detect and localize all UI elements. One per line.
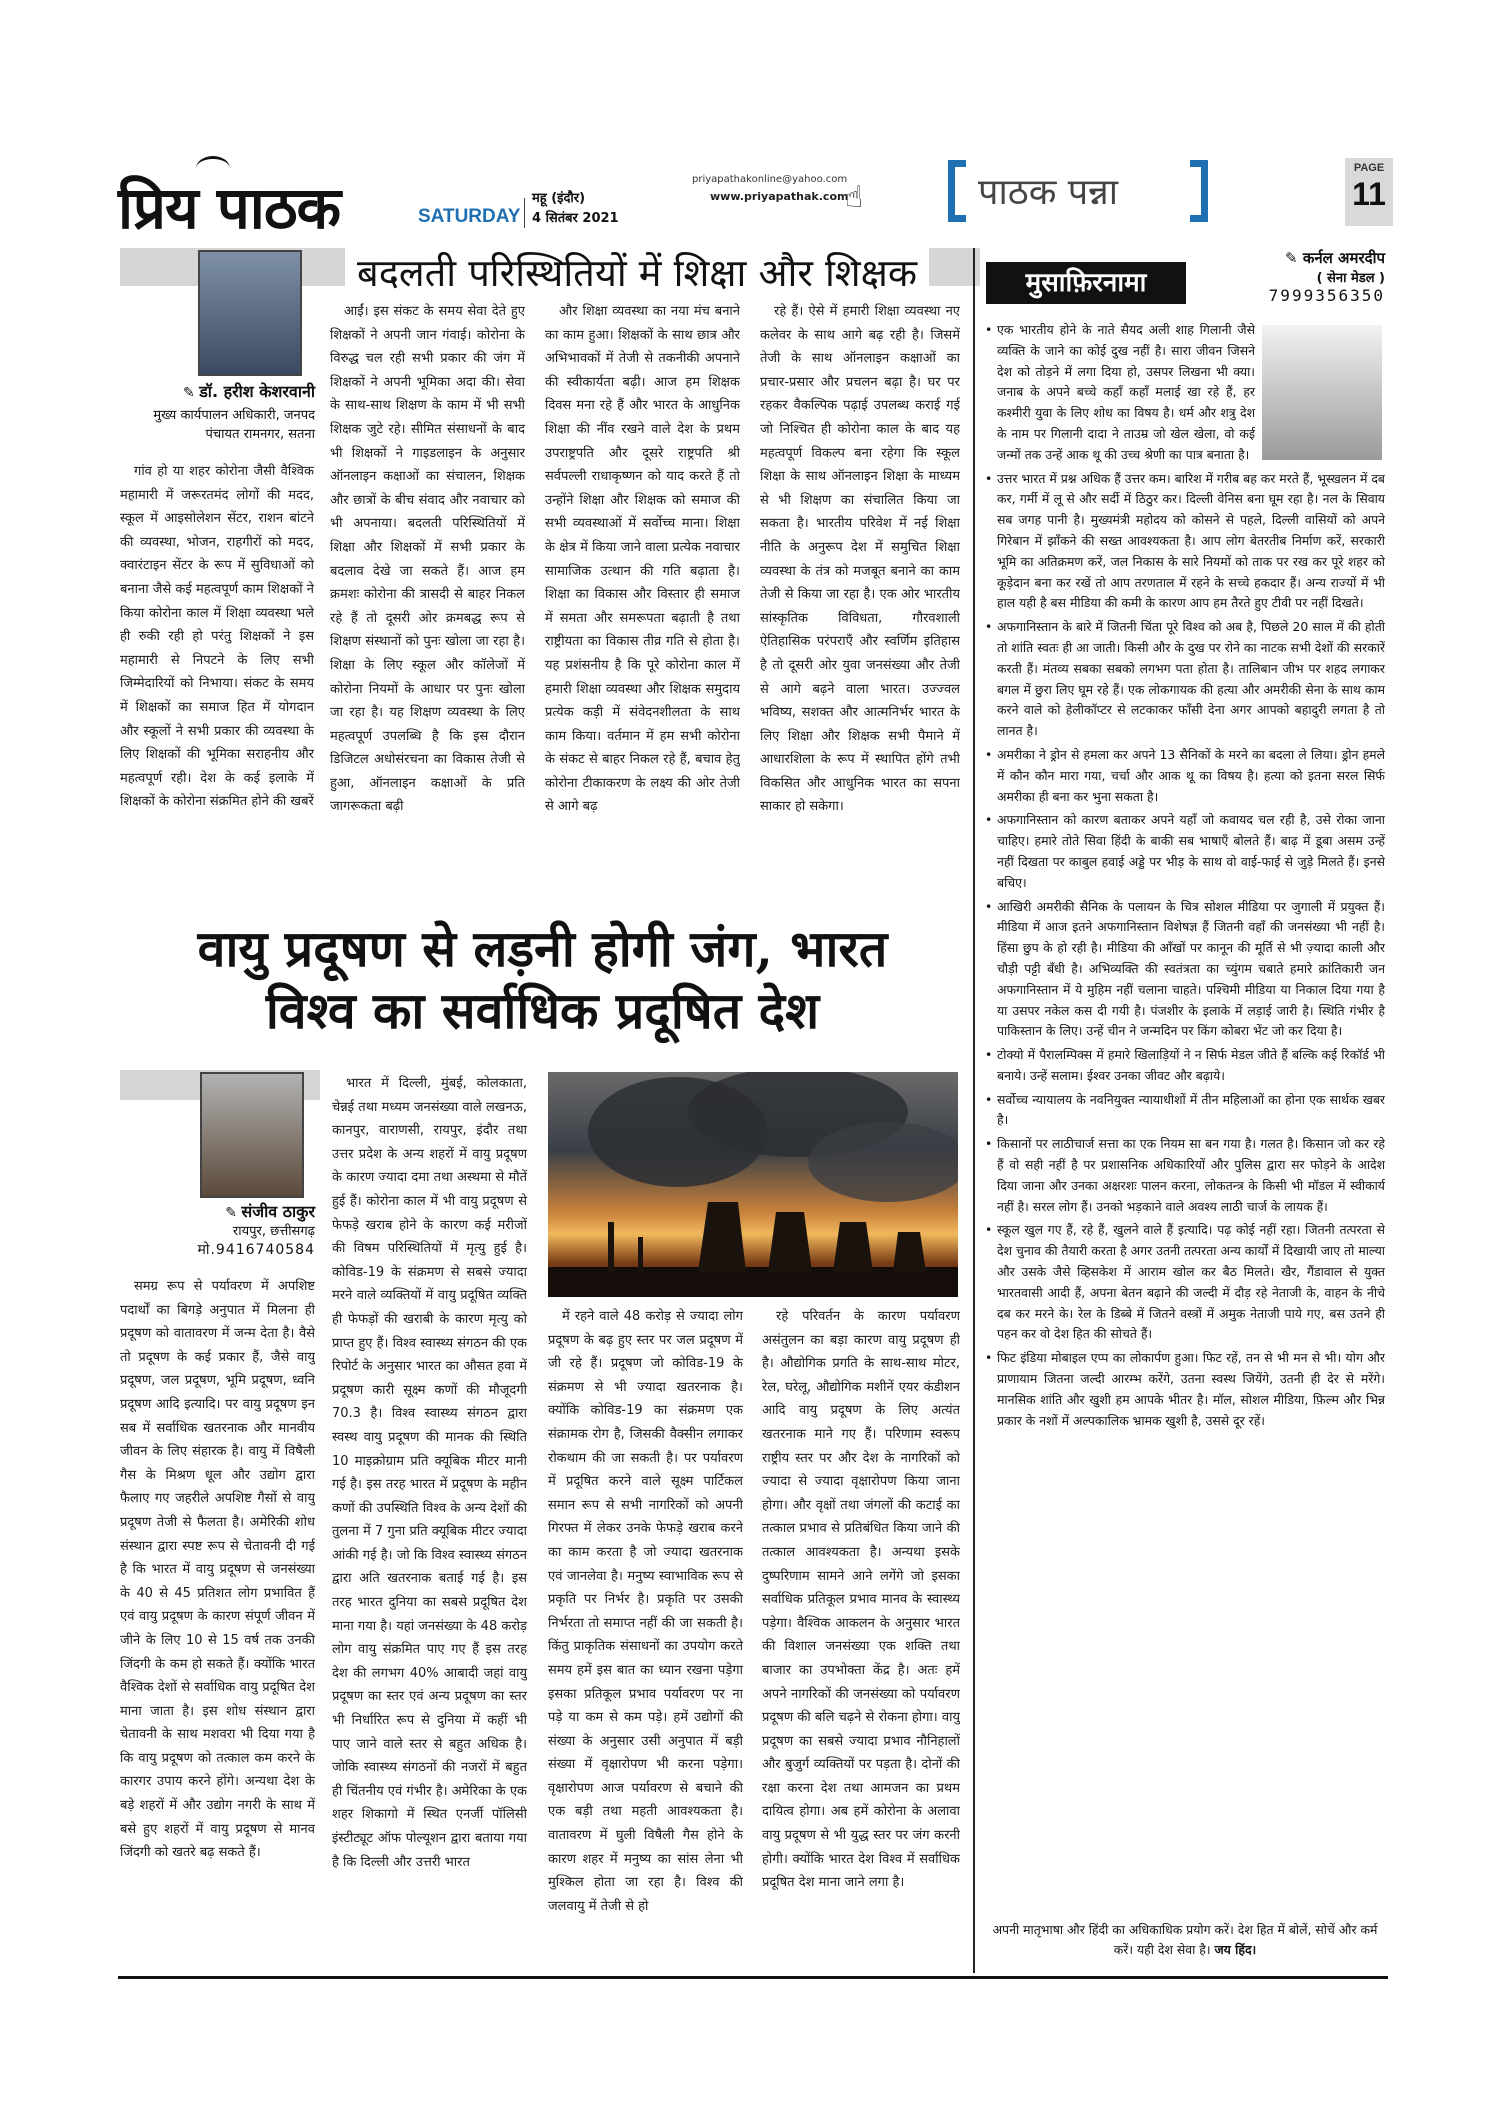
author-name: डॉ. हरीश केशरवानी bbox=[199, 382, 315, 401]
musafirnama-title: मुसाफ़िरनामा bbox=[1025, 268, 1147, 298]
pen-icon: ✎ bbox=[225, 1205, 242, 1221]
bullet-item: • किसानों पर लाठीचार्ज सत्ता का एक नियम सा बन गया है। गलत है। किसान जो कर रहे हैं वो सही नहीं है पर प्रशासनिक अधिकारियों और पुलिस द्वारा सर फोड़ने के आदेश दिया जाना और उनका अक्षरशः पालन करना, लोकतन्त्र के किसी भी मॉडल में स्वीकार्य नहीं है। सरल लोग हैं। उनको भड़काने वाले अवश्य लाठी चार्ज के लायक हैं। bbox=[985, 1134, 1385, 1217]
column3-rank: ( सेना मेडल ) bbox=[1316, 271, 1385, 286]
author-phone: मो.9416740584 bbox=[197, 1242, 315, 1258]
pollution-photo bbox=[548, 1072, 958, 1297]
article2-col3: में रहने वाले 48 करोड़ से ज्यादा लोग प्रदूषण के बढ़ हुए स्तर पर जल प्रदूषण में जी रहे हैं। प्रदूषण जो कोविड-19 के संक्रमण से भी ज्यादा खतरनाक है। क्योंकि कोविड-19 का संक्रमण एक संक्रामक रोग है, जिसकी वैक्सीन लगाकर रोकथाम की जा सकती है। पर पर्यावरण में प्रदूषित करने वाले सूक्ष्म पार्टिकल समान रूप से सभी नागरिकों को अपनी गिरफ्त में लेकर उनके फेफड़े खराब करने का काम करता है जो ज्यादा खतरनाक एवं जानलेवा है। मनुष्य स्वाभाविक रूप से प्रकृति पर निर्भर है। प्रकृति पर उसकी निर्भरता तो समाप्त नहीं की जा सकती है। किंतु प्राकृतिक संसाधनों का उपयोग करते समय हमें इस बात का ध्यान रखना पड़ेगा इसका प्रतिकूल प्रभाव पर्यावरण पर ना पड़े या कम से कम पड़े। हमें उद्योगों की संख्या के अनुसार उसी अनुपात में बड़ी संख्या में वृक्षारोपण भी करना पड़ेगा। वृक्षारोपण आज पर्यावरण से बचाने की एक बड़ी तथा महती आवश्यकता है। वातावरण में घुली विषैली गैस होने के कारण शहर में मनुष्य का सांस लेना भी मुश्किल होता जा रहा है। विश्व की जलवायु में तेजी से हो bbox=[548, 1309, 743, 1914]
masthead-date: 4 सितंबर 2021 bbox=[532, 211, 619, 226]
author-name: संजीव ठाकुर bbox=[241, 1202, 315, 1221]
column3-bullets bbox=[985, 320, 1385, 1910]
hand-pointer-icon: ☝ bbox=[845, 180, 864, 215]
pen-icon: ✎ bbox=[183, 385, 200, 401]
masthead-place: महू (इंदौर) bbox=[532, 191, 586, 206]
bracket-left-icon bbox=[948, 160, 966, 222]
author-photo bbox=[198, 250, 302, 376]
article1-col3: और शिक्षा व्यवस्था का नया मंच बनाने का काम हुआ। शिक्षकों के साथ छात्र और अभिभावकों में तेजी से तकनीकी अपनाने की स्वीकार्यता बढ़ी। आज हम शिक्षक दिवस मना रहे हैं और भारत के आधुनिक शिक्षा की नींव रखने वाले देश के प्रथम उपराष्ट्रपति और दूसरे राष्ट्रपति श्री सर्वपल्ली राधाकृष्णन को याद करते हैं तो उन्होंने शिक्षा और शिक्षक को समाज की सभी व्यवस्थाओं में सर्वोच्च माना। शिक्षा के क्षेत्र में किया जाने वाला प्रत्येक नवाचार सामाजिक उत्थान की गति बढ़ाता है। शिक्षा का विकास और विस्तार ही समाज में समता और समरूपता बढ़ाती है तथा राष्ट्रीयता का विकास तीव्र गति से होता है। यह प्रशंसनीय है कि पूरे कोरोना काल में हमारी शिक्षा व्यवस्था और शिक्षक समुदाय प्रत्येक कड़ी में संवेदनशीलता के साथ काम किया। वर्तमान में हम सभी कोरोना के संकट से बाहर निकल रहे हैं, बचाव हेतु कोरोना टीकाकरण के लक्ष्य की ओर तेजी से आगे बढ़ bbox=[545, 304, 740, 815]
masthead bbox=[0, 150, 1500, 240]
article1-col2: आईं। इस संकट के समय सेवा देते हुए शिक्षकों ने अपनी जान गंवाई। कोरोना के विरुद्ध चल रही सभी प्रकार की जंग में शिक्षकों ने अपनी भूमिका अदा की। सेवा के साथ-साथ शिक्षण के काम में भी सभी शिक्षक जुटे रहे। सीमित संसाधनों के बाद भी शिक्षकों ने गाइडलाइन के अनुसार ऑनलाइन कक्षाओं का संचालन, शिक्षक और छात्रों के बीच संवाद और नवाचार को भी अपनाया। बदलती परिस्थितियों में शिक्षा और शिक्षकों में सभी प्रकार के बदलाव देखे जा सकते हैं। आज हम क्रमशः कोरोना की त्रासदी से बाहर निकल रहे हैं तो दूसरी ओर क्रमबद्ध रूप से शिक्षण संस्थानों को पुनः खोला जा रहा है। शिक्षा के लिए स्कूल और कॉलेजों में कोरोना नियमों के आधार पर पुनः खोला जा रहा है। यह शिक्षण व्यवस्था के लिए महत्वपूर्ण उपलब्धि है कि इस दौरान डिजिटल अधोसंरचना का विकास तेजी से हुआ, ऑनलाइन कक्षाओं के प्रति जागरूकता बढ़ी bbox=[330, 304, 525, 815]
section-title: पाठक पन्ना bbox=[978, 172, 1119, 213]
bullet-item: • फिट इंडिया मोबाइल एप्प का लोकार्पण हुआ। फिट रहें, तन से भी मन से भी। योग और प्राणायाम जितना जल्दी आरम्भ करेंगे, उतना स्वस्थ जियेंगे, उतनी ही देर से मरेंगे। मानसिक शांति और खुशी हम आपके भीतर है। मॉल, सोशल मीडिया, फ़िल्म और भिन्न प्रकार के नशों में अल्पकालिक भ्रामक खुशी है, उससे दूर रहें। bbox=[985, 1348, 1385, 1431]
column3-phone: 7999356350 bbox=[1268, 286, 1385, 305]
page-box bbox=[1345, 158, 1393, 226]
section-label bbox=[948, 160, 1208, 222]
column-divider bbox=[973, 248, 975, 1973]
article1-byline bbox=[120, 380, 315, 444]
bracket-right-icon bbox=[1190, 160, 1208, 222]
bullet-item: • अमरीका ने ड्रोन से हमला कर अपने 13 सैनिकों के मरने का बदला ले लिया। ड्रोन हमले में कौन कौन मारा गया, चर्चा और आक थू का विषय है। हत्या को इतना सरल सिर्फ अमरीका ही बना कर भुना सकता है। bbox=[985, 745, 1385, 807]
bottom-rule bbox=[118, 1976, 1388, 1979]
author-photo bbox=[200, 1072, 304, 1198]
column3-author: कर्नल अमरदीप bbox=[1302, 249, 1385, 267]
masthead-logo: प्रिय पाठक bbox=[118, 174, 341, 242]
column3-closing bbox=[985, 1920, 1385, 1960]
masthead-website[interactable]: www.priyapathak.com bbox=[710, 190, 849, 203]
page-number: 11 bbox=[1352, 176, 1386, 212]
article2-byline bbox=[120, 1200, 315, 1260]
article1-col4: रहे हैं। ऐसे में हमारी शिक्षा व्यवस्था नए कलेवर के साथ आगे बढ़ रही है। जिसमें तेजी के साथ ऑनलाइन कक्षाओं का प्रचार-प्रसार और प्रचलन बढ़ा है। घर पर रहकर वैकल्पिक पढ़ाई उपलब्ध कराई गई जो निश्चित ही कोरोना काल के बाद यह महत्वपूर्ण विकल्प बना रहेगा कि स्कूल शिक्षा के साथ ऑनलाइन शिक्षा के माध्यम से भी शिक्षण का संचालित किया जा सकता है। भारतीय परिवेश में नई शिक्षा नीति के अनुरूप देश में समुचित शिक्षा व्यवस्था के तंत्र को मजबूत बनाने का काम तेजी से किया जा रहा है। एक ओर भारतीय सांस्कृतिक विविधता, गौरवशाली ऐतिहासिक परंपराएँ और स्वर्णिम इतिहास है तो दूसरी ओर युवा जनसंख्या और तेजी से आगे बढ़ने वाला भारत। उज्ज्वल भविष्य, सशक्त और आत्मनिर्भर भारत के लिए शिक्षा और शिक्षक सभी पैमाने में आधारशिला के रूप में स्थापित होंगे तभी विकसित और आधुनिक भारत का सपना साकार हो सकेगा। bbox=[760, 304, 960, 815]
musafirnama-title-box bbox=[986, 262, 1186, 304]
closing-text: अपनी मातृभाषा और हिंदी का अधिकाधिक प्रयोग करें। देश हित में बोलें, सोचें और कर्म करें। यही देश सेवा है। bbox=[992, 1922, 1378, 1957]
author-designation: मुख्य कार्यपालन अधिकारी, जनपद पंचायत रामनगर, सतना bbox=[153, 408, 315, 442]
masthead-divider bbox=[524, 198, 525, 228]
bullet-item: • अफगानिस्तान को कारण बताकर अपने यहाँ जो कवायद चल रही है, उसे रोका जाना चाहिए। हमारे तोते सिवा हिंदी के बाकी सब भाषाएँ बोलते हैं। बाढ़ में डूबा असम उन्हें नहीं दिखता पर काबुल हवाई अड्डे पर भीड़ के साथ वो वाई-फाई से जुड़े मिलते हैं। इनसे बचिए। bbox=[985, 810, 1385, 893]
article1-col1: गांव हो या शहर कोरोना जैसी वैश्विक महामारी में जरूरतमंद लोगों की मदद, स्कूल में आइसोलेशन सेंटर, राशन बांटने की व्यवस्था, भोजन, राहगीरों को मदद, क्वारंटाइन सेंटर के रूप में सुविधाओं को बनाना जैसे कई महत्वपूर्ण काम शिक्षकों ने किया कोरोना काल में शिक्षा व्यवस्था भले ही रुकी रही हो परंतु शिक्षकों ने इस महामारी से निपटने के लिए सभी जिम्मेदारियों को निभाया। संकट के समय में शिक्षकों का समाज हित में योगदान और स्कूलों ने सभी प्रकार की व्यवस्था के लिए शिक्षकों की भूमिका सराहनीय और महत्वपूर्ण रही। देश के कई इलाके में शिक्षकों के कोरोना संक्रमित होने की खबरें bbox=[120, 464, 314, 810]
bullet-item: • एक भारतीय होने के नाते सैयद अली शाह गिलानी जैसे व्यक्ति के जाने का कोई दुख नहीं है। सारा जीवन जिसने देश को तोड़ने में लगा दिया हो, उसपर लिखना भी क्या। जनाब के अपने बच्चे कहाँ कहाँ मलाई खा रहे हैं, हर कश्मीरी युवा के लिए शोध का विषय है। धर्म और शत्रु देश के नाम पर गिलानी दादा ने ताउम्र जो खेल खेला, वो कई जन्मों तक उन्हें आक थू की उच्च श्रेणी का पात्र बनाता है। bbox=[985, 320, 1385, 466]
article1-headline: बदलती परिस्थितियों में शिक्षा और शिक्षक bbox=[345, 246, 929, 298]
logo-ornament-icon bbox=[196, 156, 230, 181]
bullet-item: • उत्तर भारत में प्रश्न अधिक हैं उत्तर कम। बारिश में गरीब बह कर मरते हैं, भूस्खलन में दब कर, गर्मी में लू से और सर्दी में ठिठुर कर। दिल्ली वेनिस बना घूम रहा है। नल के सिवाय सब जगह पानी है। मुख्यमंत्री महोदय को कोसने से पहले, दिल्ली वासियों को अपने गिरेबान में झाँकने की सख्त आवश्यकता है। आप लोग बेतरतीब निर्माण करें, सरकारी भूमि का अतिक्रमण करें, जल निकास के सारे नियमों को ताक पर रख कर पूरे शहर को कूड़ेदान बना कर रखें तो आप तरणताल में रहने के सच्चे हकदार हैं। अन्य राज्यों में भी हाल यही है बस मीडिया की कमी के कारण आप हम तैरते हुए टीवी पर नहीं दिखते। bbox=[985, 469, 1385, 615]
article2-headline bbox=[120, 918, 965, 1042]
bullet-item: • टोक्यो में पैरालम्पिक्स में हमारे खिलाड़ियों ने न सिर्फ मेडल जीते हैं बल्कि कई रिकॉर्ड भी बनाये। उन्हें सलाम। ईश्वर उनका जीवट और बढ़ाये। bbox=[985, 1045, 1385, 1087]
article2-col1: समग्र रूप से पर्यावरण में अपशिष्ट पदार्थों का बिगड़े अनुपात में मिलना ही प्रदूषण को वातावरण में जन्म देता है। वैसे तो प्रदूषण के कई प्रकार हैं, जैसे वायु प्रदूषण, जल प्रदूषण, भूमि प्रदूषण, ध्वनि प्रदूषण आदि इत्यादि। पर वायु प्रदूषण इन सब में सर्वाधिक खतरनाक और मानवीय जीवन के लिए संहारक है। वायु में विषैली गैस के मिश्रण धूल और उद्योग द्वारा फैलाए गए जहरीले अपशिष्ट गैसों से वायु प्रदूषण तेजी से फैलता है। अमेरिकी शोध संस्थान द्वारा स्पष्ट रूप से चेतावनी दी गई है कि भारत में वायु प्रदूषण से जनसंख्या के 40 से 45 प्रतिशत लोग प्रभावित हैं एवं वायु प्रदूषण के कारण संपूर्ण जीवन में जीने के लिए 10 से 15 वर्ष तक उनकी जिंदगी के कम हो सकते हैं। क्योंकि भारत वैश्विक देशों से सर्वाधिक वायु प्रदूषित देश माना जाता है। इस शोध संस्थान द्वारा चेतावनी के साथ मशवरा भी दिया गया है कि वायु प्रदूषण को तत्काल कम करने के कारगर उपाय करने होंगे। अन्यथा देश के बड़े शहरों में और उद्योग नगरी के साथ में बसे हुए शहरों में वायु प्रदूषण से मानव जिंदगी को खतरे बढ़ सकते हैं। bbox=[120, 1279, 315, 1861]
page-label: PAGE bbox=[1353, 162, 1385, 174]
pen-icon: ✎ bbox=[1285, 249, 1303, 267]
article2-col2: भारत में दिल्ली, मुंबई, कोलकाता, चेन्नई तथा मध्यम जनसंख्या वाले लखनऊ, कानपुर, वाराणसी, रायपुर, इंदौर तथा उत्तर प्रदेश के अन्य शहरों में वायु प्रदूषण के कारण ज्यादा दमा तथा अस्थमा से मौतें हुई हैं। कोरोना काल में भी वायु प्रदूषण से फेफड़े खराब होने के कारण कई मरीजों की विषम परिस्थितियों में मृत्यु हुई है। कोविड-19 के संक्रमण से सबसे ज्यादा मरने वाले व्यक्तियों में वायु प्रदूषित व्यक्ति ही फेफड़ों की खराबी के कारण मृत्यु को प्राप्त हुए हैं। विश्व स्वास्थ्य संगठन की एक रिपोर्ट के अनुसार भारत का औसत हवा में प्रदूषण कारी सूक्ष्म कणों की मौजूदगी 70.3 है। विश्व स्वास्थ्य संगठन द्वारा स्वस्थ वायु प्रदूषण की मानक की स्थिति 10 माइक्रोग्राम प्रति क्यूबिक मीटर मानी गई है। इस तरह भारत में प्रदूषण के महीन कणों की उपस्थिति विश्व के अन्य देशों की तुलना में 7 गुना प्रति क्यूबिक मीटर ज्यादा आंकी गई है। जो कि विश्व स्वास्थ्य संगठन द्वारा अति खतरनाक बताई गई है। इस तरह भारत दुनिया का सबसे प्रदूषित देश माना गया है। यहां जनसंख्या के 48 करोड़ लोग वायु संक्रमित पाए गए हैं इस तरह देश की लगभग 40% आबादी जहां वायु प्रदूषण का स्तर एवं अन्य प्रदूषण का स्तर भी निर्धारित रूप से दुनिया में कहीं भी पाए जाने वाले स्तर से बहुत अधिक है। जोकि स्वास्थ्य संगठनों की नजरों में बहुत ही चिंतनीय एवं गंभीर है। अमेरिका के एक शहर शिकागो में स्थित एनर्जी पॉलिसी इंस्टीट्यूट ऑफ पोल्यूशन द्वारा बताया गया है कि दिल्ली और उत्तरी भारत bbox=[332, 1076, 527, 1870]
masthead-email: priyapathakonline@yahoo.com bbox=[692, 174, 848, 185]
factory-silhouette bbox=[548, 1072, 958, 1297]
article2-headline-line1: वायु प्रदूषण से लड़नी होगी जंग, भारत bbox=[197, 919, 888, 978]
column3-byline bbox=[1195, 248, 1385, 305]
article2-col4: रहे परिवर्तन के कारण पर्यावरण असंतुलन का बड़ा कारण वायु प्रदूषण ही है। औद्योगिक प्रगति के साथ-साथ मोटर, रेल, घरेलू, औद्योगिक मशीनें एयर कंडीशन आदि वायु प्रदूषण के लिए अत्यंत खतरनाक माने गए हैं। परिणाम स्वरूप राष्ट्रीय स्तर पर और देश के नागरिकों को ज्यादा से ज्यादा वृक्षारोपण किया जाना होगा। और वृक्षों तथा जंगलों की कटाई का तत्काल प्रभाव से प्रतिबंधित किया जाने की तत्काल आवश्यकता है। अन्यथा इसके दुष्परिणाम सामने आने लगेंगे जो इसका सर्वाधिक प्रतिकूल प्रभाव मानव के स्वास्थ्य पड़ेगा। वैश्विक आकलन के अनुसार भारत की विशाल जनसंख्या एक शक्ति तथा बाजार का उपभोक्ता केंद्र है। अतः हमें अपने नागरिकों की जनसंख्या को पर्यावरण प्रदूषण की बलि चढ़ने से रोकना होगा। वायु प्रदूषण का सबसे ज्यादा प्रभाव नौनिहालों और बुजुर्ग व्यक्तियों पर पड़ता है। दोनों की रक्षा करना देश तथा आमजन का प्रथम दायित्व होगा। अब हमें कोरोना के अलावा वायु प्रदूषण से भी युद्ध स्तर पर जंग करनी होगी। क्योंकि भारत देश विश्व में सर्वाधिक प्रदूषित देश माना जाने लगा है। bbox=[762, 1309, 960, 1891]
bullet-item: • आखिरी अमरीकी सैनिक के पलायन के चित्र सोशल मीडिया पर जुगाली में प्रयुक्त हैं। मीडिया में आज इतने अफगानिस्तान विशेषज्ञ हैं जितनी वहाँ की जनसंख्या भी नहीं है। हिंसा छुप के हो रही है। मीडिया की आँखों पर कानून की मूर्ति से भी ज़्यादा काली और चौड़ी पट्टी बँधी है। अभिव्यक्ति की स्वतंत्रता का च्युंगम चबाते हमारे क्रांतिकारी जन अफगानिस्तान में ये मुहिम नहीं चलाना चाहते। पश्चिमी मीडिया या निकाल दिया गया है या उसपर नकेल कस दी गयी है। पंजशीर के इलाके में लड़ाई जारी है। स्थिति गंभीर है पाकिस्तान के लिए। उन्हें चीन ने जन्मदिन पर किंग कोबरा भेंट जो कर दिया है। bbox=[985, 897, 1385, 1043]
bullet-item: • स्कूल खुल गए हैं, रहे हैं, खुलने वाले हैं इत्यादि। पढ़ कोई नहीं रहा। जितनी तत्परता से देश चुनाव की तैयारी करता है अगर उतनी तत्परता अन्य कार्यों में दिखायी जाए तो माल्या और उसके जैसे व्हिसकेश में आराम खोल कर बैठ मिलते। खैर, गैंडावाल से युक्त भारतवासी आदी हैं, अपना बेतन बढ़ाने की जल्दी में दौड़ रहे नेताजी के, वाहन के नीचे दब कर मरने के। रेल के डिब्बे में जितने वस्त्रों में अमुक नेताजी पाये गए, बस उतने ही पहन कर वो देश हित की सोचते हैं। bbox=[985, 1220, 1385, 1345]
bullet-item: • अफगानिस्तान के बारे में जितनी चिंता पूरे विश्व को अब है, पिछले 20 साल में की होती तो शांति स्वतः ही आ जाती। किसी और के दुख पर रोने का नाटक सभी देशों की सरकारें करती हैं। मंतव्य सबका सबको लगभग पता होता है। तालिबान जीभ पर शहद लगाकर बगल में छुरा लिए घूम रहे हैं। एक लोकगायक की हत्या और अमरीकी सेना के साथ काम करने वाले को हेलीकॉप्टर से लटकाकर फाँसी देना अगर आपको बहादुरी लगता है तो लानत है। bbox=[985, 617, 1385, 742]
masthead-day: SATURDAY bbox=[418, 206, 521, 227]
article2-headline-line2: विश्व का सर्वाधिक प्रदूषित देश bbox=[265, 981, 820, 1040]
closing-jai-hind: जय हिंद। bbox=[1214, 1942, 1257, 1957]
author-location: रायपुर, छत्तीसगढ़ bbox=[232, 1224, 315, 1239]
bullet-item: • सर्वोच्च न्यायालय के नवनियुक्त न्यायाधीशों में तीन महिलाओं का होना एक सार्थक खबर है। bbox=[985, 1090, 1385, 1132]
